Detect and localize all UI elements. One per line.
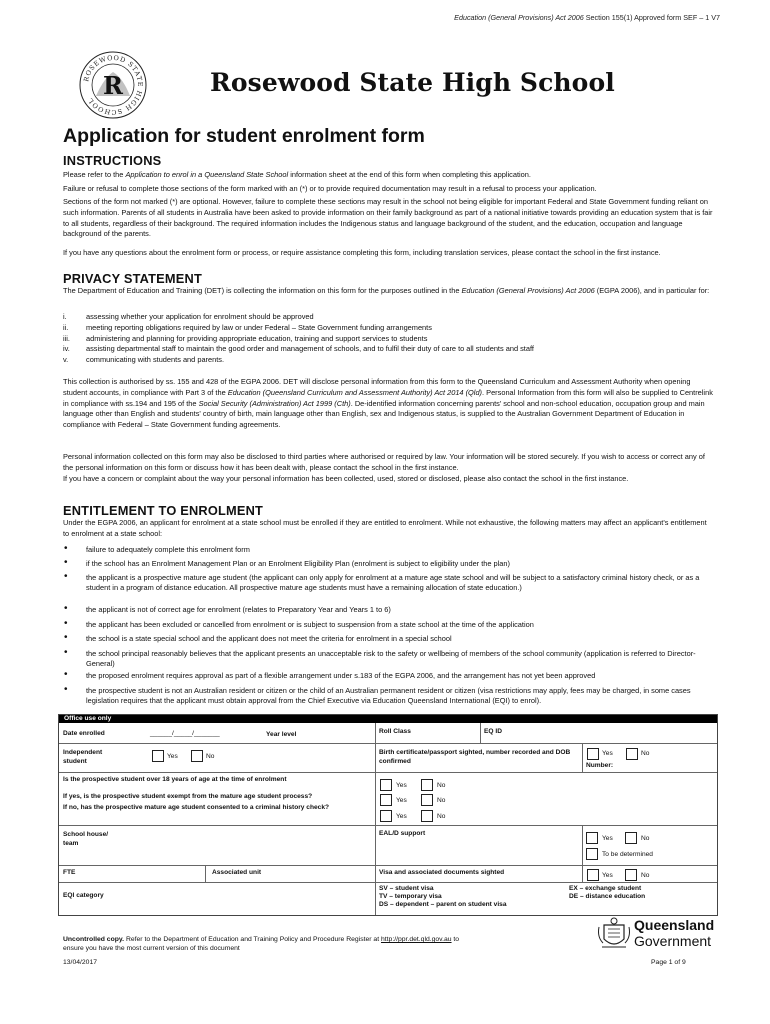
school-name: Rosewood State High School [210, 68, 615, 97]
eald-yes-checkbox[interactable] [586, 832, 598, 844]
queensland-government-logo: Queensland Government [596, 915, 726, 955]
form-reference: Education (General Provisions) Act 2006 Section 155(1) Approved form SEF – 1 V7 [454, 13, 720, 22]
eald-no-checkbox[interactable] [625, 832, 637, 844]
page-number: Page 1 of 9 [651, 959, 686, 966]
visa-sighted-label: Visa and associated documents sighted [379, 869, 505, 876]
entitlement-heading: ENTITLEMENT TO ENROLMENT [63, 503, 264, 518]
instructions-paragraph-4: If you have any questions about the enrolment form or process, or require assistance completing this form, including translation services, please contact the school in the first instance. [63, 248, 661, 257]
privacy-paragraph-2: This collection is authorised by ss. 155 and 428 of the EGPA 2006. DET will disclose personal information from this form to the Queensland Curriculum and Assessment Authority when opening student accounts, in compliance with Part 3 of the Education (Queensland Curriculum and Assessment Authority) Act 2014 (Qld). Personal Information from this form will also be supplied to Centrelink in compliance with ss.194 and 195 of the Social Security (Administration) Act 1999 (Cth). De-identified information concerning parents' school and non-school education, occupation group and main language other than English and students' country of birth, main language other than English, sex and Indigenous status, is supplied to the Australian Government Department of Education in compliance with Federal – State Government funding agreements. [63, 377, 713, 430]
privacy-heading: PRIVACY STATEMENT [63, 271, 202, 286]
instructions-paragraph-3: Sections of the form not marked (*) are optional. However, failure to complete these sections may result in the school not being eligible for important Federal and State Government funding reliant on such information. Parents of all students in Australia have been asked to provide information on their family background as part of a national initiative towards providing an education system that is fair to all students, regardless of their background. The required information includes the Indigenous status and language background of the student, and the education, occupation and language background of the parents. [63, 197, 713, 239]
list-item: ii. meeting reporting obligations required by law or under Federal – State Government funding arrangements [63, 322, 432, 332]
list-item: i. assessing whether your application for enrolment should be approved [63, 312, 314, 321]
svg-text:ROSEWOOD STATE HIGH SCHOOL: ROSEWOOD STATE HIGH SCHOOL [82, 53, 145, 117]
instructions-paragraph-2: Failure or refusal to complete those sections of the form marked with an (*) or to provide required documentation may result in a refusal to process your application. [63, 184, 597, 193]
roll-class-label: Roll Class [379, 728, 411, 735]
consent-no-checkbox[interactable] [421, 810, 433, 822]
ppr-link[interactable]: http://ppr.det.qld.gov.au [380, 936, 452, 943]
office-use-table: Office use only Date enrolled ______/_____/_______ Year level Roll Class EQ ID Independent student Yes No Birth certificate/passport sighted, number recorded and DOB confirmed Yes No Number: Is the prospective student over 18 years of age at the time of enrolment If yes, is the prospective student exempt from the mature age student process? If no, has the prospective mature age student consented to a criminal history check? Yes No Yes No Yes No School house/ team EAL/D support Yes No To be determined FTE Associated unit Visa and associated documents sighted Yes No EQI category SV – student visa TV – temporary visa DS – dependent – parent on student visa EX – exchange student DE – distance education [58, 714, 718, 916]
uncontrolled-copy-note: Uncontrolled copy. Refer to the Department of Education and Training Policy and Procedure Register at http://ppr.det.qld.gov.au to ensure you have the most current version of this document [63, 936, 460, 952]
school-house-label: School house/ team [63, 831, 109, 847]
privacy-purpose-list [63, 312, 713, 366]
independent-yes-checkbox[interactable] [152, 750, 164, 762]
eald-tbd-checkbox[interactable] [586, 848, 598, 860]
eqi-codes-left: SV – student visa TV – temporary visa DS – dependent – parent on student visa [379, 885, 507, 908]
list-item: iii. administering and planning for providing appropriate education, training and support services to students [63, 333, 428, 343]
list-item: iv. assisting departmental staff to maintain the good order and management of schools, and to fulfil their duty of care to all students and staff [63, 344, 534, 354]
instructions-heading: INSTRUCTIONS [63, 153, 162, 168]
visa-yes-checkbox[interactable] [587, 869, 599, 881]
birth-certificate-label: Birth certificate/passport sighted, number recorded and DOB confirmed [379, 749, 571, 765]
independent-student-label: Independent student [63, 749, 103, 765]
fte-label: FTE [63, 869, 76, 876]
birth-cert-yes-checkbox[interactable] [587, 748, 599, 760]
office-use-bar: Office use only [59, 715, 717, 723]
exempt-label: If yes, is the prospective student exempt from the mature age student process? [63, 793, 313, 800]
eald-support-label: EAL/D support [379, 830, 426, 837]
independent-no-checkbox[interactable] [191, 750, 203, 762]
eqi-codes-right: EX – exchange student DE – distance education [569, 885, 646, 900]
over-18-label: Is the prospective student over 18 years of age at the time of enrolment [63, 776, 287, 783]
year-level-label: Year level [266, 731, 297, 738]
consent-label: If no, has the prospective mature age student consented to a criminal history check? [63, 804, 330, 811]
exempt-no-checkbox[interactable] [421, 794, 433, 806]
birth-cert-no-checkbox[interactable] [626, 748, 638, 760]
over-18-no-checkbox[interactable] [421, 779, 433, 791]
date-enrolled-field[interactable]: ______/_____/_______ [150, 730, 220, 737]
date-enrolled-label: Date enrolled [63, 730, 105, 737]
coat-of-arms-icon [596, 915, 632, 953]
entitlement-intro: Under the EGPA 2006, an applicant for enrolment at a state school must be enrolled if they are entitled to enrolment. While not exhaustive, the following matters may affect an applicant's entitlement to enrolment at a state school: [63, 518, 707, 538]
associated-unit-label: Associated unit [212, 869, 262, 876]
footer-date: 13/04/2017 [63, 959, 98, 966]
privacy-paragraph-4: If you have a concern or complaint about the way your personal information has been collected, used, stored or disclosed, please also contact the school in the first instance. [63, 474, 629, 483]
number-label: Number: [586, 762, 614, 769]
list-item: v. communicating with students and parents. [63, 355, 225, 365]
svg-text:R: R [103, 71, 123, 100]
privacy-paragraph-1: The Department of Education and Training (DET) is collecting the information on this form for the purposes outlined in the Education (General Provisions) Act 2006 (EGPA 2006), and in particular for: [63, 286, 710, 295]
privacy-paragraph-3: Personal information collected on this form may also be disclosed to third parties where authorised or required by law. Your information will be stored securely. If you wish to access or correct any of the personal information on this form or discuss how it has been dealt with, please contact the school in the first instance. [63, 452, 705, 472]
exempt-yes-checkbox[interactable] [380, 794, 392, 806]
form-title: Application for student enrolment form [63, 125, 425, 147]
instructions-paragraph-1: Please refer to the Application to enrol in a Queensland State School information sheet at the end of this form when completing this application. [63, 170, 531, 179]
over-18-yes-checkbox[interactable] [380, 779, 392, 791]
consent-yes-checkbox[interactable] [380, 810, 392, 822]
eqi-category-label: EQI category [63, 892, 104, 899]
school-crest-logo [78, 50, 148, 120]
eq-id-label: EQ ID [484, 728, 502, 735]
visa-no-checkbox[interactable] [625, 869, 637, 881]
